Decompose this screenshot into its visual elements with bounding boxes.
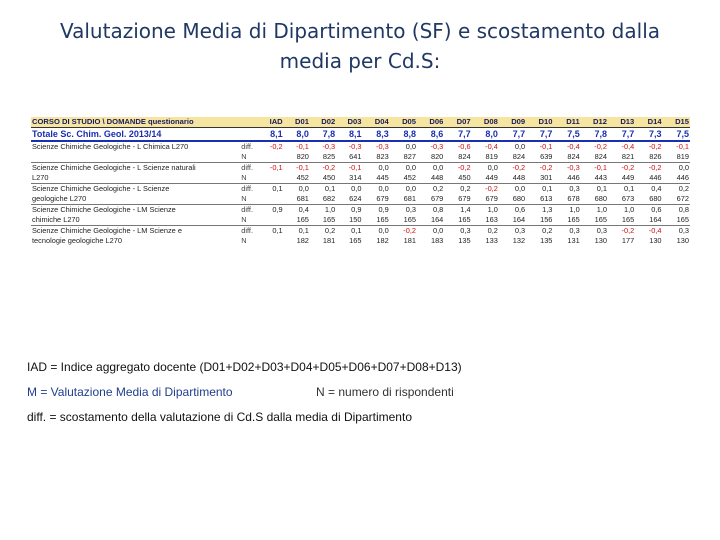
diff-value: 0,2 bbox=[663, 184, 690, 195]
n-note: N = numero di rispondenti bbox=[316, 385, 454, 399]
diff-value: 0,0 bbox=[390, 163, 417, 174]
diff-value: 0,3 bbox=[499, 226, 526, 237]
table-row bbox=[31, 215, 690, 226]
header-d13: D13 bbox=[608, 117, 635, 128]
n-value: 301 bbox=[540, 173, 553, 182]
row-kind: N bbox=[241, 194, 247, 203]
n-value: 681 bbox=[403, 194, 417, 203]
header-course-label: CORSO DI STUDIO \ DOMANDE questionario bbox=[31, 117, 240, 128]
n-value: 445 bbox=[376, 173, 389, 182]
n-value: 177 bbox=[621, 236, 635, 245]
diff-note: diff. = scostamento della valutazione di Cd.S dalla media di Dipartimento bbox=[27, 410, 412, 424]
n-value: 181 bbox=[322, 236, 336, 245]
diff-value: 0,9 bbox=[336, 205, 362, 216]
diff-value: -0,2 bbox=[444, 163, 471, 174]
row-kind: diff. bbox=[240, 163, 257, 174]
diff-value: -0,3 bbox=[553, 163, 580, 174]
header-d09: D09 bbox=[499, 117, 526, 128]
n-value: 820 bbox=[296, 152, 309, 161]
diff-value: 1,0 bbox=[581, 205, 608, 216]
n-value: 824 bbox=[458, 152, 471, 161]
n-value: 131 bbox=[567, 236, 580, 245]
n-value: 826 bbox=[649, 152, 662, 161]
n-value: 135 bbox=[458, 236, 471, 245]
n-value bbox=[257, 236, 283, 246]
row-kind: N bbox=[241, 236, 247, 245]
row-kind: diff. bbox=[240, 141, 257, 152]
n-value: 450 bbox=[322, 173, 336, 182]
diff-value: 0,9 bbox=[257, 205, 283, 216]
diff-value: 0,0 bbox=[417, 226, 444, 237]
n-value: 165 bbox=[458, 215, 471, 224]
n-value: 446 bbox=[567, 173, 580, 182]
header-d12: D12 bbox=[581, 117, 608, 128]
n-value: 165 bbox=[621, 215, 635, 224]
diff-value: 0,1 bbox=[310, 184, 336, 195]
diff-value: -0,4 bbox=[635, 226, 662, 237]
n-value bbox=[257, 152, 283, 163]
diff-value: 0,3 bbox=[553, 184, 580, 195]
total-value: 8,8 bbox=[390, 128, 417, 142]
course-label: geologiche L270 bbox=[32, 194, 87, 203]
n-value: 450 bbox=[458, 173, 471, 182]
total-value: 7,7 bbox=[499, 128, 526, 142]
diff-value: 1,0 bbox=[310, 205, 336, 216]
diff-value: -0,2 bbox=[581, 141, 608, 152]
total-value: 7,7 bbox=[526, 128, 553, 142]
n-value: 165 bbox=[567, 215, 580, 224]
n-value: 452 bbox=[296, 173, 309, 182]
header-d06: D06 bbox=[417, 117, 444, 128]
course-label bbox=[31, 152, 240, 163]
row-kind: diff. bbox=[240, 184, 257, 195]
n-value: 678 bbox=[567, 194, 580, 203]
n-value: 682 bbox=[322, 194, 336, 203]
diff-value: -0,1 bbox=[257, 163, 283, 174]
n-value: 679 bbox=[458, 194, 471, 203]
n-value: 639 bbox=[540, 152, 553, 161]
diff-value: 1,3 bbox=[526, 205, 553, 216]
diff-value: 0,6 bbox=[635, 205, 662, 216]
diff-value: 0,1 bbox=[608, 184, 635, 195]
course-label: Scienze Chimiche Geologiche - LM Scienze e bbox=[31, 226, 240, 237]
n-value: 164 bbox=[430, 215, 444, 224]
n-value: 641 bbox=[349, 152, 362, 161]
diff-value: 0,8 bbox=[417, 205, 444, 216]
table-row bbox=[31, 184, 690, 195]
course-label: Scienze Chimiche Geologiche - L Scienze bbox=[31, 184, 240, 195]
n-value: 135 bbox=[540, 236, 553, 245]
n-value: 680 bbox=[594, 194, 607, 203]
n-value bbox=[257, 173, 283, 184]
header-d05: D05 bbox=[390, 117, 417, 128]
diff-value: 0,9 bbox=[362, 205, 389, 216]
iad-note: IAD = Indice aggregato docente (D01+D02+D03+D04+D05+D06+D07+D08+D13) bbox=[27, 360, 462, 374]
total-value: 7,3 bbox=[635, 128, 662, 142]
diff-value: 0,0 bbox=[362, 163, 389, 174]
slide-title: Valutazione Media di Dipartimento (SF) e scostamento dalla media per Cd.S: bbox=[59, 19, 661, 73]
n-value: 680 bbox=[512, 194, 526, 203]
row-kind: diff. bbox=[240, 226, 257, 237]
diff-value: 1,0 bbox=[472, 205, 499, 216]
course-label: tecnologie geologiche L270 bbox=[32, 236, 122, 245]
row-kind: N bbox=[241, 173, 247, 182]
total-value: 8,3 bbox=[362, 128, 389, 142]
total-value: 8,0 bbox=[284, 128, 310, 142]
diff-value: 0,4 bbox=[284, 205, 310, 216]
diff-value: 0,0 bbox=[390, 184, 417, 195]
evaluation-table bbox=[31, 117, 690, 246]
header-d11: D11 bbox=[553, 117, 580, 128]
diff-value: -0,4 bbox=[472, 141, 499, 152]
n-value: 827 bbox=[403, 152, 417, 161]
diff-value: -0,3 bbox=[362, 141, 389, 152]
diff-value: 0,2 bbox=[472, 226, 499, 237]
diff-value: 0,6 bbox=[499, 205, 526, 216]
header-iad: IAD bbox=[257, 117, 283, 128]
diff-value: 0,0 bbox=[284, 184, 310, 195]
diff-value: -0,4 bbox=[553, 141, 580, 152]
n-value: 130 bbox=[594, 236, 607, 245]
header-d08: D08 bbox=[472, 117, 499, 128]
n-value: 163 bbox=[485, 215, 498, 224]
n-value: 824 bbox=[594, 152, 607, 161]
diff-value: 1,0 bbox=[608, 205, 635, 216]
header-kind bbox=[240, 117, 257, 128]
n-value: 165 bbox=[376, 215, 389, 224]
course-label: L270 bbox=[32, 173, 49, 182]
course-label: Scienze Chimiche Geologiche - LM Scienze bbox=[31, 205, 240, 216]
n-value bbox=[257, 194, 283, 205]
row-kind: N bbox=[241, 152, 247, 161]
diff-value: -0,2 bbox=[390, 226, 417, 237]
diff-value: -0,2 bbox=[310, 163, 336, 174]
diff-value: 0,0 bbox=[417, 163, 444, 174]
n-value: 133 bbox=[485, 236, 498, 245]
n-value: 132 bbox=[512, 236, 526, 245]
table-row bbox=[31, 226, 690, 237]
n-value: 624 bbox=[349, 194, 362, 203]
n-value: 150 bbox=[349, 215, 362, 224]
total-value: 8,1 bbox=[257, 128, 283, 142]
diff-value: 0,3 bbox=[663, 226, 690, 237]
n-value: 679 bbox=[430, 194, 444, 203]
n-value: 448 bbox=[430, 173, 444, 182]
total-value: 7,8 bbox=[310, 128, 336, 142]
header-d02: D02 bbox=[310, 117, 336, 128]
diff-value: -0,3 bbox=[336, 141, 362, 152]
diff-value: 0,0 bbox=[362, 184, 389, 195]
diff-value: 0,2 bbox=[417, 184, 444, 195]
total-value: 7,8 bbox=[581, 128, 608, 142]
course-label: Scienze Chimiche Geologiche - L Chimica L270 bbox=[31, 141, 240, 152]
table-row bbox=[31, 173, 690, 184]
n-value: 680 bbox=[649, 194, 662, 203]
table-row bbox=[31, 236, 690, 246]
header-d15: D15 bbox=[663, 117, 690, 128]
n-value: 165 bbox=[676, 215, 689, 224]
n-value: 165 bbox=[322, 215, 336, 224]
diff-value: 0,1 bbox=[581, 184, 608, 195]
diff-value: 0,0 bbox=[499, 141, 526, 152]
diff-value: -0,2 bbox=[472, 184, 499, 195]
diff-value: 0,4 bbox=[635, 184, 662, 195]
n-value: 182 bbox=[296, 236, 309, 245]
diff-value: 0,2 bbox=[444, 184, 471, 195]
n-value: 165 bbox=[403, 215, 417, 224]
table-header-row bbox=[31, 117, 690, 128]
diff-value: -0,1 bbox=[581, 163, 608, 174]
header-d14: D14 bbox=[635, 117, 662, 128]
data-table-image bbox=[31, 117, 690, 297]
n-value: 673 bbox=[621, 194, 635, 203]
n-value: 824 bbox=[567, 152, 580, 161]
diff-value: -0,2 bbox=[635, 163, 662, 174]
n-value: 156 bbox=[540, 215, 553, 224]
n-value: 679 bbox=[485, 194, 498, 203]
diff-value: 0,3 bbox=[390, 205, 417, 216]
n-value: 825 bbox=[322, 152, 336, 161]
total-value: 7,7 bbox=[444, 128, 471, 142]
row-kind: diff. bbox=[240, 205, 257, 216]
n-value: 449 bbox=[485, 173, 498, 182]
n-value: 449 bbox=[621, 173, 635, 182]
total-value: 7,5 bbox=[553, 128, 580, 142]
total-value: 8,1 bbox=[336, 128, 362, 142]
diff-value: -0,1 bbox=[526, 141, 553, 152]
header-d04: D04 bbox=[362, 117, 389, 128]
diff-value: -0,2 bbox=[499, 163, 526, 174]
n-value: 819 bbox=[485, 152, 498, 161]
total-value: 7,5 bbox=[663, 128, 690, 142]
n-value: 820 bbox=[430, 152, 444, 161]
n-value: 314 bbox=[349, 173, 362, 182]
n-value: 181 bbox=[403, 236, 417, 245]
n-value: 613 bbox=[540, 194, 553, 203]
n-value: 452 bbox=[403, 173, 417, 182]
header-d03: D03 bbox=[336, 117, 362, 128]
header-d10: D10 bbox=[526, 117, 553, 128]
diff-value: 0,2 bbox=[526, 226, 553, 237]
diff-value: 0,0 bbox=[663, 163, 690, 174]
row-kind: N bbox=[241, 215, 247, 224]
diff-value: -0,2 bbox=[608, 226, 635, 237]
n-value: 183 bbox=[430, 236, 444, 245]
n-value: 443 bbox=[594, 173, 607, 182]
diff-value: -0,2 bbox=[257, 141, 283, 152]
diff-value: 0,2 bbox=[310, 226, 336, 237]
total-value: 8,0 bbox=[472, 128, 499, 142]
n-value: 672 bbox=[676, 194, 689, 203]
table-row bbox=[31, 152, 690, 163]
n-value: 446 bbox=[649, 173, 662, 182]
diff-value: -0,3 bbox=[310, 141, 336, 152]
n-value: 681 bbox=[296, 194, 309, 203]
table-row bbox=[31, 194, 690, 205]
m-note: M = Valutazione Media di Dipartimento bbox=[27, 385, 233, 399]
n-value: 165 bbox=[349, 236, 362, 245]
diff-value: -0,1 bbox=[284, 141, 310, 152]
course-label: chimiche L270 bbox=[32, 215, 80, 224]
diff-value: 0,3 bbox=[581, 226, 608, 237]
n-value: 130 bbox=[649, 236, 662, 245]
diff-value: 0,0 bbox=[390, 141, 417, 152]
total-value: 7,7 bbox=[608, 128, 635, 142]
diff-value: -0,1 bbox=[284, 163, 310, 174]
diff-value: 0,3 bbox=[444, 226, 471, 237]
diff-value: -0,1 bbox=[663, 141, 690, 152]
n-value: 819 bbox=[676, 152, 689, 161]
n-value: 130 bbox=[676, 236, 689, 245]
diff-value: 0,1 bbox=[336, 226, 362, 237]
diff-value: -0,1 bbox=[336, 163, 362, 174]
diff-value: 0,3 bbox=[553, 226, 580, 237]
header-d07: D07 bbox=[444, 117, 471, 128]
n-value: 823 bbox=[376, 152, 389, 161]
header-d01: D01 bbox=[284, 117, 310, 128]
diff-value: 0,0 bbox=[336, 184, 362, 195]
diff-value: -0,6 bbox=[444, 141, 471, 152]
n-value: 824 bbox=[512, 152, 526, 161]
n-value: 164 bbox=[649, 215, 662, 224]
n-value: 165 bbox=[296, 215, 309, 224]
diff-value: 1,4 bbox=[444, 205, 471, 216]
diff-value: 0,1 bbox=[257, 226, 283, 237]
diff-value: 0,0 bbox=[362, 226, 389, 237]
n-value: 165 bbox=[594, 215, 607, 224]
table-row bbox=[31, 163, 690, 174]
total-label: Totale Sc. Chim. Geol. 2013/14 bbox=[31, 128, 257, 142]
diff-value: -0,2 bbox=[526, 163, 553, 174]
n-value: 821 bbox=[621, 152, 635, 161]
n-value: 446 bbox=[676, 173, 689, 182]
total-row bbox=[31, 128, 690, 142]
table-row bbox=[31, 205, 690, 216]
diff-value: -0,2 bbox=[635, 141, 662, 152]
n-value bbox=[257, 215, 283, 226]
n-value: 679 bbox=[376, 194, 389, 203]
diff-value: 0,1 bbox=[257, 184, 283, 195]
diff-value: 0,0 bbox=[472, 163, 499, 174]
diff-value: 0,8 bbox=[663, 205, 690, 216]
table-row bbox=[31, 141, 690, 152]
n-value: 182 bbox=[376, 236, 389, 245]
course-label: Scienze Chimiche Geologiche - L Scienze naturali bbox=[31, 163, 240, 174]
n-value: 448 bbox=[512, 173, 526, 182]
diff-value: -0,2 bbox=[608, 163, 635, 174]
n-value: 164 bbox=[512, 215, 526, 224]
diff-value: -0,3 bbox=[417, 141, 444, 152]
diff-value: 1,0 bbox=[553, 205, 580, 216]
diff-value: 0,1 bbox=[284, 226, 310, 237]
diff-value: -0,4 bbox=[608, 141, 635, 152]
diff-value: 0,0 bbox=[499, 184, 526, 195]
diff-value: 0,1 bbox=[526, 184, 553, 195]
total-value: 8,6 bbox=[417, 128, 444, 142]
